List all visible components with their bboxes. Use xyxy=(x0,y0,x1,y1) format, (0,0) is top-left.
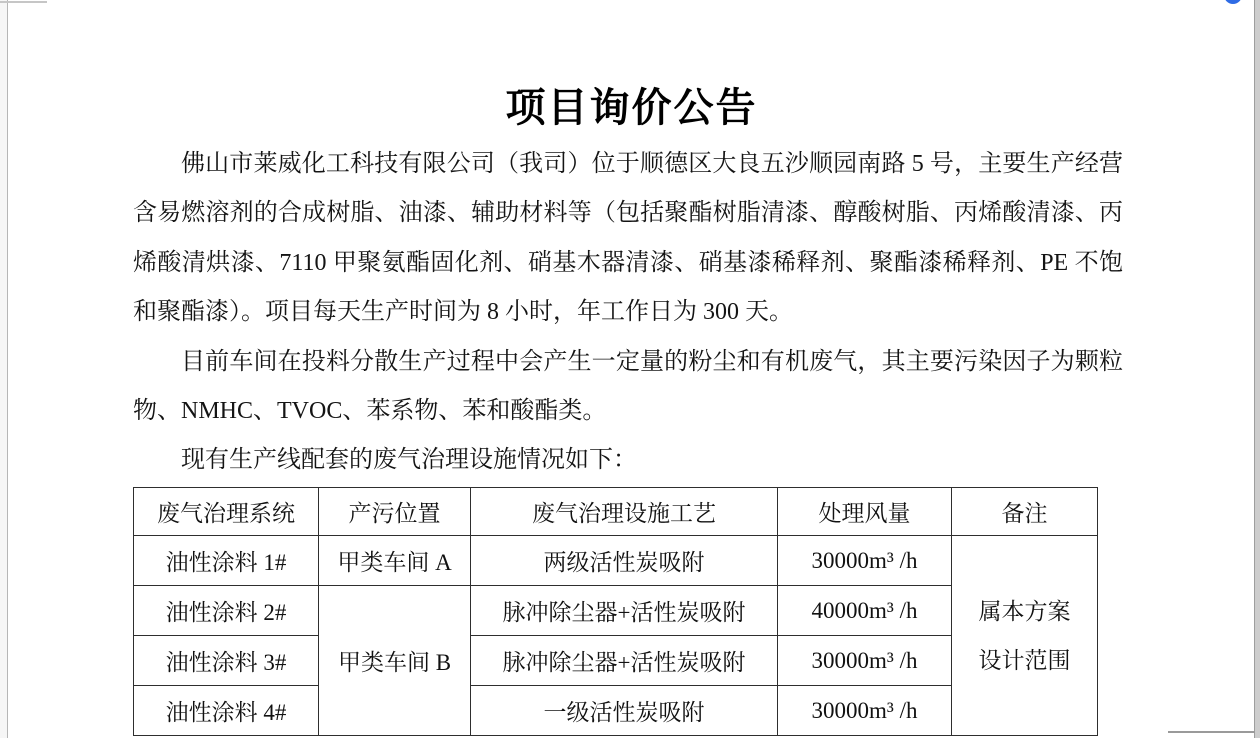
cell-process: 一级活性炭吸附 xyxy=(471,686,778,736)
cell-location: 甲类车间 B xyxy=(319,586,471,736)
cell-process: 脉冲除尘器+活性炭吸附 xyxy=(471,586,778,636)
table-header-row xyxy=(134,488,1098,536)
document-page xyxy=(9,0,1254,738)
header-remark: 备注 xyxy=(952,488,1098,536)
cell-airflow: 30000m³ /h xyxy=(778,536,952,586)
header-location: 产污位置 xyxy=(319,488,471,536)
header-system: 废气治理系统 xyxy=(134,488,319,536)
cell-system: 油性涂料 1# xyxy=(134,536,319,586)
cell-airflow: 30000m³ /h xyxy=(778,636,952,686)
cell-location: 甲类车间 A xyxy=(319,536,471,586)
cell-airflow: 30000m³ /h xyxy=(778,686,952,736)
remark-line: 属本方案 xyxy=(978,598,1071,624)
window-top-edge xyxy=(0,1,47,3)
remark-line: 设计范围 xyxy=(978,647,1071,673)
table-row xyxy=(134,536,1098,586)
header-airflow: 处理风量 xyxy=(778,488,952,536)
paragraph-table-intro: 现有生产线配套的废气治理设施情况如下： xyxy=(181,447,637,474)
cell-process: 脉冲除尘器+活性炭吸附 xyxy=(471,636,778,686)
window-left-edge xyxy=(0,0,8,738)
cell-airflow: 40000m³ /h xyxy=(778,586,952,636)
cell-system: 油性涂料 2# xyxy=(134,586,319,636)
document-body xyxy=(133,140,1123,486)
paragraph-pollution-factors: 目前车间在投料分散生产过程中会产生一定量的粉尘和有机废气，其主要污染因子为颗粒物、NMHC、TVOC、苯系物、苯和酸酯类。 xyxy=(133,348,1123,425)
waste-gas-treatment-table xyxy=(133,487,1098,736)
window-right-edge xyxy=(1254,0,1260,738)
paragraph-company-intro: 佛山市莱威化工科技有限公司（我司）位于顺德区大良五沙顺园南路 5 号，主要生产经营含易燃溶剂的合成树脂、油漆、辅助材料等（包括聚酯树脂清漆、醇酸树脂、丙烯酸清漆、丙烯酸清烘漆、7110 甲聚氨酯固化剂、硝基木器清漆、硝基漆稀释剂、聚酯漆稀释剂、PE 不饱和聚酯漆）。项目每天生产时间为 8 小时，年工作日为 300 天。 xyxy=(133,151,1123,326)
bottom-divider-line xyxy=(1168,731,1255,733)
header-process: 废气治理设施工艺 xyxy=(471,488,778,536)
cell-remark xyxy=(952,536,1098,736)
cell-system: 油性涂料 4# xyxy=(134,686,319,736)
document-title: 项目询价公告 xyxy=(505,85,758,130)
cell-system: 油性涂料 3# xyxy=(134,636,319,686)
cell-process: 两级活性炭吸附 xyxy=(471,536,778,586)
